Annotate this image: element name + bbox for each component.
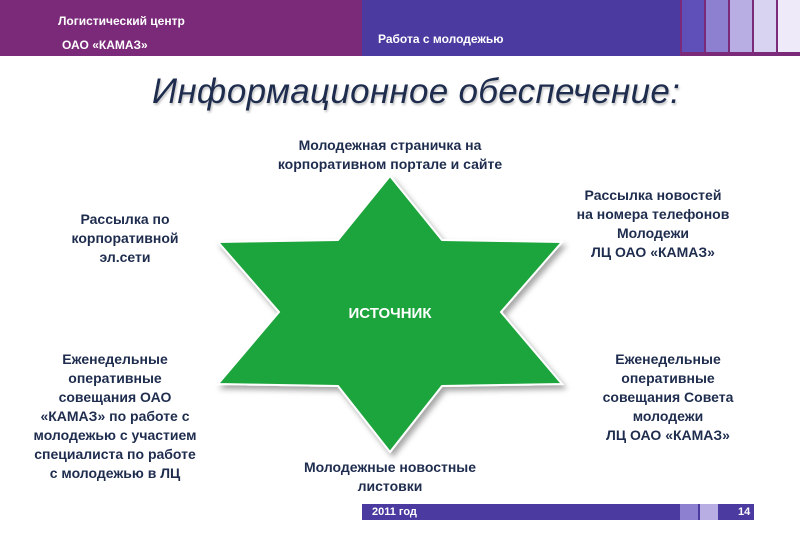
org-name-line1: Логистический центр [58,14,185,28]
label-upper-right: Рассылка новостей на номера телефонов Молодежи ЛЦ ОАО «КАМАЗ» [576,187,730,260]
footer-square [680,504,698,520]
label-top: Молодежная страничка на корпоративном портале и сайте [277,137,503,172]
page-title: Информационное обеспечение: [152,72,681,111]
label-lower-left: Еженедельные оперативные совещания ОАО «КАМАЗ» по работе с молодежью с участием специалиста по работе с молодежью в ЛЦ [33,351,197,481]
org-name-line2: ОАО «КАМАЗ» [62,38,148,52]
label-lower-right: Еженедельные оперативные совещания Совета молодежи ЛЦ ОАО «КАМАЗ» [602,351,734,443]
footer-square [700,504,718,520]
label-upper-left: Рассылка по корпоративной эл.сети [71,211,179,265]
footer-year: 2011 год [372,506,417,518]
page-number: 14 [738,506,751,518]
center-label: ИСТОЧНИК [348,305,432,322]
section-title: Работа с молодежью [378,32,504,46]
label-bottom: Молодежные новостные листовки [303,459,477,494]
